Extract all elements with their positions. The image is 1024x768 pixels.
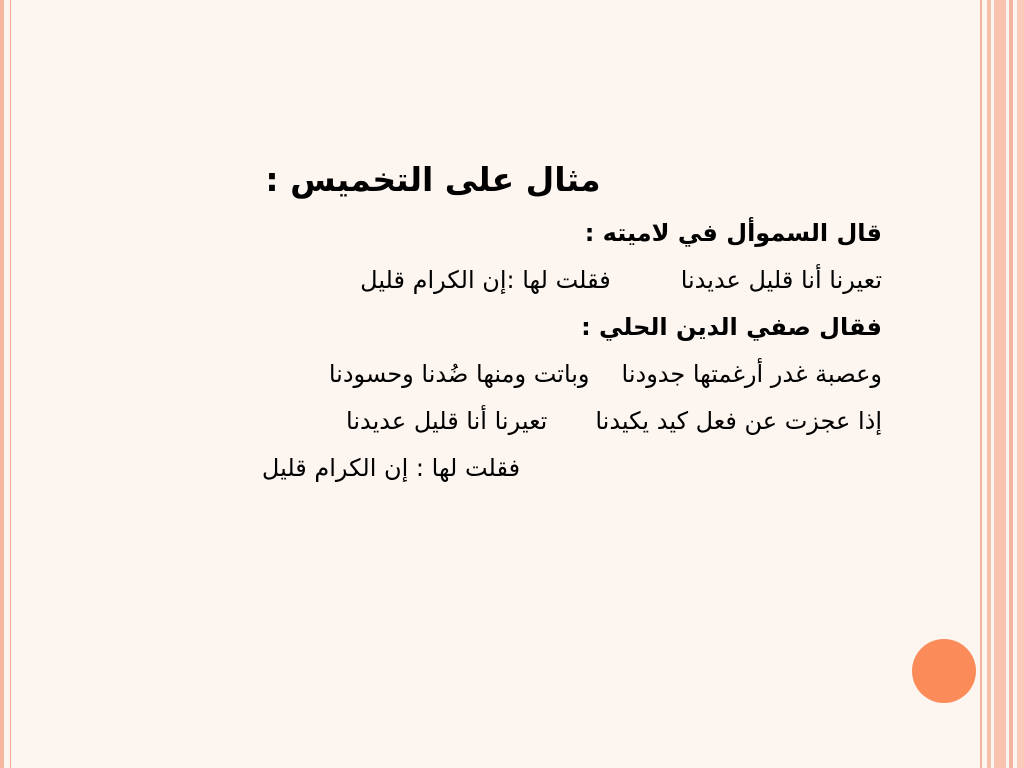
- left-border-line: [10, 0, 11, 768]
- closing-line: فقلت لها : إن الكرام قليل: [261, 454, 521, 482]
- verse-line-2: [100, 351, 882, 398]
- verse-1-second-half: فقلت لها :إن الكرام قليل: [360, 266, 611, 294]
- verse-2-second-half: وباتت ومنها ضُدنا وحسودنا: [328, 360, 590, 388]
- verse-line-1: [100, 257, 882, 304]
- verse-2-first-half: وعصبة غدر أرغمتها جدودنا: [621, 360, 882, 388]
- verse-1-first-half: تعيرنا أنا قليل عديدنا: [680, 266, 882, 294]
- intro-line-2: فقال صفي الدين الحلي :: [581, 313, 882, 341]
- right-border-stripes: [980, 0, 1024, 768]
- verse-line-3: [100, 398, 882, 445]
- intro-line-1: قال السموأل في لاميته :: [584, 219, 882, 247]
- left-border: [0, 0, 4, 768]
- slide-content: [100, 150, 882, 492]
- slide-title: مثال على التخميس :: [265, 160, 601, 199]
- accent-dot: [912, 639, 976, 703]
- verse-3-first-half: إذا عجزت عن فعل كيد يكيدنا: [595, 407, 882, 435]
- verse-3-second-half: تعيرنا أنا قليل عديدنا: [346, 407, 548, 435]
